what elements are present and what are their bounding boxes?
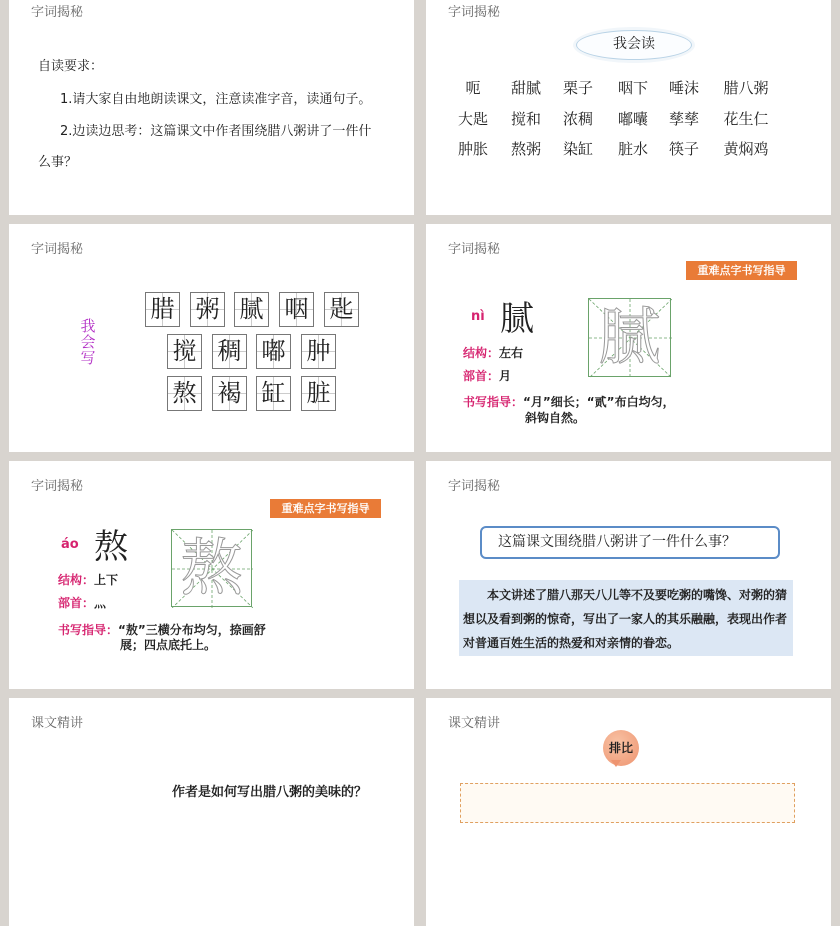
slide-self-reading[interactable] — [9, 0, 414, 215]
char-box: 肿 — [301, 334, 336, 369]
char-box: 搅 — [167, 334, 202, 369]
slide-title: 字词揭秘 — [31, 5, 84, 20]
radical: 部首：灬 — [58, 596, 107, 610]
slide-title: 字词揭秘 — [448, 242, 501, 257]
pinyin: áo — [61, 537, 79, 552]
vocab-word: 栗子 — [562, 79, 594, 97]
structure: 结构：左右 — [463, 346, 524, 360]
char-box: 腊 — [145, 292, 180, 327]
requirement-1: 1.请大家自由地朗读课文，注意读准字音，读通句子。 — [60, 92, 372, 107]
speech-bubble: 排比 — [603, 730, 639, 766]
guide-badge: 重难点字书写指导 — [270, 499, 381, 518]
char-box: 熬 — [167, 376, 202, 411]
slide-text-lecture-2[interactable] — [426, 698, 831, 926]
writing-guide-cont: 展；四点底托上。 — [120, 638, 217, 652]
dashed-box — [460, 783, 795, 823]
writing-guide: 书写指导：“敖”三横分布均匀，捺画舒 — [58, 623, 266, 637]
answer-box: 本文讲述了腊八那天八儿等不及要吃粥的嘴馋、对粥的猜想以及看到粥的惊奇，写出了一家人的其乐融融，表现出作者对普通百姓生活的热爱和对亲情的眷恋。 — [459, 580, 793, 656]
big-char: 腻 — [500, 299, 534, 339]
radical: 部首：月 — [463, 369, 512, 383]
slide-title: 字词揭秘 — [31, 479, 84, 494]
slide-title: 字词揭秘 — [31, 242, 84, 257]
char-box: 匙 — [324, 292, 359, 327]
question: 作者是如何写出腊八粥的美味的？ — [172, 785, 368, 800]
vocab-word: 脏水 — [617, 140, 649, 158]
char-box: 咽 — [279, 292, 314, 327]
char-box: 缸 — [256, 376, 291, 411]
slide-title: 字词揭秘 — [448, 479, 501, 494]
question-box: 这篇课文围绕腊八粥讲了一件什么事？ — [480, 526, 780, 559]
vocab-word: 嘟囔 — [617, 110, 649, 128]
vocab-word: 熬粥 — [510, 140, 542, 158]
requirement-2-cont: 么事？ — [38, 155, 78, 170]
char-box: 褐 — [212, 376, 247, 411]
vocab-word: 花生仁 — [723, 110, 769, 128]
char-box: 粥 — [190, 292, 225, 327]
vocab-word: 甜腻 — [510, 79, 542, 97]
vocab-word: 腊八粥 — [723, 79, 769, 97]
slide-title: 课文精讲 — [31, 716, 84, 731]
pinyin: nì — [471, 309, 485, 324]
char-box: 稠 — [212, 334, 247, 369]
char-box: 嘟 — [256, 334, 291, 369]
structure: 结构：上下 — [58, 573, 119, 587]
writing-guide-cont: 斜钩自然。 — [525, 411, 586, 425]
vocab-word: 肿胀 — [457, 140, 489, 158]
tian-grid: 腻 — [588, 298, 671, 377]
slide-title: 字词揭秘 — [448, 5, 501, 20]
write-label: 我会写 — [80, 317, 96, 367]
vocab-word: 浓稠 — [562, 110, 594, 128]
heading: 自读要求： — [38, 59, 104, 74]
vocab-word: 搅和 — [510, 110, 542, 128]
char-box: 腻 — [234, 292, 269, 327]
slide-summary[interactable] — [426, 461, 831, 689]
slide-write-chars[interactable] — [9, 224, 414, 452]
slide-read-words[interactable] — [426, 0, 831, 215]
cloud-label: 我会读 — [576, 30, 692, 60]
char-box: 脏 — [301, 376, 336, 411]
slide-title: 课文精讲 — [448, 716, 501, 731]
writing-guide: 书写指导：“月”细长；“贰”布白均匀， — [463, 395, 675, 409]
vocab-word: 孳孳 — [668, 110, 700, 128]
vocab-word: 筷子 — [668, 140, 700, 158]
vocab-word: 唾沫 — [668, 79, 700, 97]
tian-grid: 熬 — [171, 529, 252, 607]
slide-text-lecture-1[interactable] — [9, 698, 414, 926]
guide-badge: 重难点字书写指导 — [686, 261, 797, 280]
vocab-word: 染缸 — [562, 140, 594, 158]
requirement-2: 2.边读边思考：这篇课文中作者围绕腊八粥讲了一件什 — [60, 124, 372, 139]
slide-char-ao[interactable] — [9, 461, 414, 689]
vocab-word: 咽下 — [617, 79, 649, 97]
vocab-word: 大匙 — [457, 110, 489, 128]
vocab-word: 黄焖鸡 — [723, 140, 769, 158]
slide-char-ni[interactable] — [426, 224, 831, 452]
vocab-word: 呃 — [465, 79, 481, 97]
big-char: 熬 — [94, 527, 128, 567]
